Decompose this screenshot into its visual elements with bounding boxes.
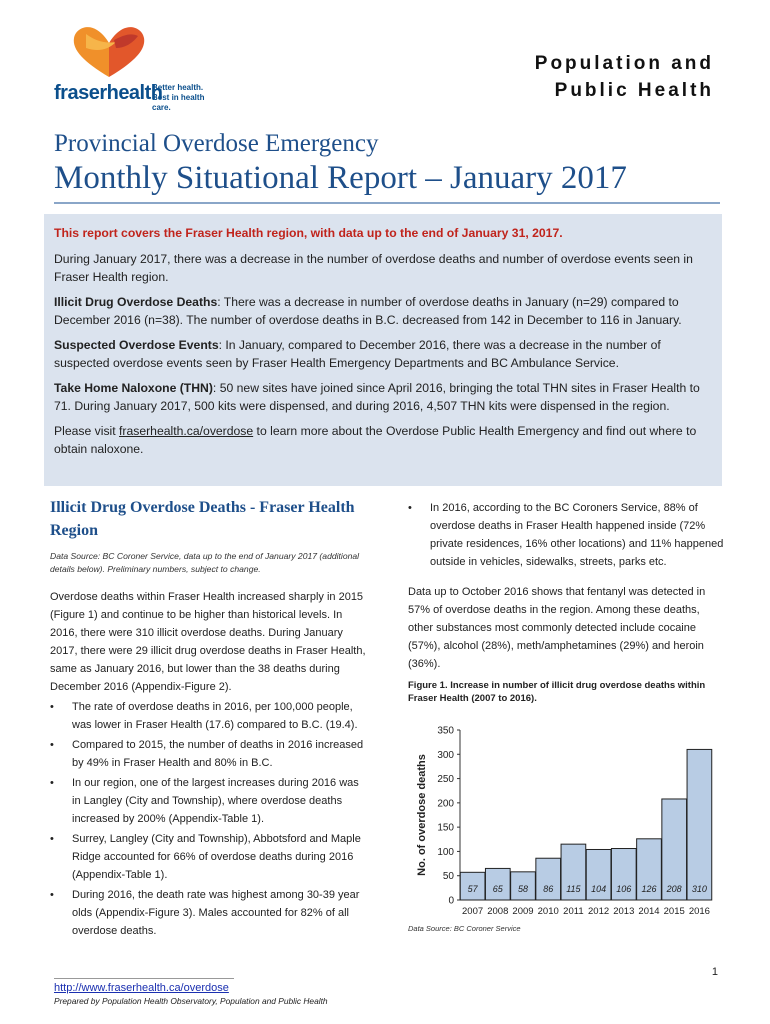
footer-divider [54,978,234,979]
overdose-link[interactable]: fraserhealth.ca/overdose [119,423,254,438]
summary-paragraph: During January 2017, there was a decrease in the number of overdose deaths and number of overdose events seen in Fraser Health region. [54,251,693,284]
y-tick-label: 200 [437,798,454,810]
summary-box [44,214,722,486]
data-label: 106 [616,884,632,894]
report-title: Monthly Situational Report – January 2017 [54,160,627,196]
data-label: 310 [691,884,707,894]
x-tick-label: 2007 [462,906,484,917]
data-label: 115 [566,884,581,894]
bullet-icon: • [50,739,54,751]
logo-wordmark: fraserhealth [54,82,163,104]
bar [687,749,712,900]
x-tick-label: 2012 [588,906,610,917]
section-title: Illicit Drug Overdose Deaths - Fraser Health Region [50,499,355,539]
department-heading: Population and Public Health [534,53,714,101]
deaths-bar-chart [408,720,726,940]
x-tick-label: 2016 [688,906,710,917]
summary-lead: This report covers the Fraser Health region, with data up to the end of January 31, 2017. [54,226,563,240]
location-list [408,499,726,571]
data-label: 57 [467,884,478,894]
x-tick-label: 2011 [563,906,584,917]
list-item: • In our region, one of the largest increases during 2016 was in Langley (City and Township), where overdose deaths increased by 200% (Appendix-Table 1). [50,774,368,828]
bullet-icon: • [50,777,54,789]
right-column [408,497,726,705]
data-label: 104 [591,884,607,894]
data-label: 65 [492,884,503,894]
chart-svg [408,720,726,940]
data-label: 58 [517,884,529,894]
x-tick-label: 2014 [638,906,660,917]
y-tick-label: 300 [437,749,454,761]
intro-paragraph: Overdose deaths within Fraser Health increased sharply in 2015 (Figure 1) and continue to be higher than historical levels. In 2016, there were 310 illicit overdose deaths. During January 2017, there were 29 illicit drug overdose deaths in Fraser Health, same as January 2016, but lower than the 38 deaths during December 2016 (Appendix-Figure 2). [50,591,366,693]
bullet-icon: • [50,833,54,845]
footer-link[interactable]: http://www.fraserhealth.ca/overdose [54,982,229,994]
substances-paragraph: Data up to October 2016 shows that fentanyl was detected in 57% of overdose deaths in the region. Among these deaths, other substances most commonly detected include cocaine (57%), alcohol (28%), meth/amphetamines (29%) and heroin (36%). [408,586,706,670]
y-tick-label: 0 [448,895,454,907]
y-tick-label: 350 [437,725,454,737]
summary-naloxone: Take Home Naloxone (THN): 50 new sites have joined since April 2016, bringing the total THN sites in Fraser Health to 71. During January 2017, 500 kits were dispensed, and during 2016, 4,507 THN kits were dispensed in the region. [54,380,700,413]
list-item: • In 2016, according to the BC Coroners Service, 88% of overdose deaths in Fraser Health happened inside (72% private residences, 16% other locations) and 11% happened outside in vehicles, sidewalks, streets, parks etc. [408,499,726,571]
figure-title: Figure 1. Increase in number of illicit drug overdose deaths within Fraser Health (2007 to 2016). [408,680,706,704]
x-tick-label: 2013 [613,906,635,917]
x-tick-label: 2010 [537,906,559,917]
data-source-note: Data Source: BC Coroner Service, data up to the end of January 2017 (additional details below). Preliminary numbers, subject to change. [50,551,360,574]
summary-visit: Please visit fraserhealth.ca/overdose to learn more about the Overdose Public Health Emergency and find out where to obtain naloxone. [54,423,697,456]
page-number: 1 [711,966,718,978]
y-tick-label: 50 [442,871,454,883]
chart-source-note: Data Source: BC Coroner Service [408,924,521,933]
fraser-health-logo [52,22,212,112]
list-item: • During 2016, the death rate was highest among 30-39 year olds (Appendix-Figure 3). Males accounted for 82% of all overdose deaths. [50,886,368,940]
left-column [50,496,368,942]
x-tick-label: 2015 [663,906,685,917]
findings-list [50,698,368,940]
report-subtitle: Provincial Overdose Emergency [54,130,379,157]
summary-events: Suspected Overdose Events: In January, compared to December 2016, there was a decrease in the number of suspected overdose events seen by Fraser Health Emergency Departments and BC Ambulance Service. [54,337,661,370]
y-tick-label: 150 [437,822,454,834]
y-axis-title: No. of overdose deaths [416,754,428,876]
bullet-icon: • [408,502,412,514]
data-label: 126 [641,884,657,894]
logo-tagline: Better health. Best in health care. [152,83,205,112]
list-item: • Surrey, Langley (City and Township), Abbotsford and Maple Ridge accounted for 66% of overdose deaths during 2016 (Appendix-Table 1). [50,830,368,884]
data-label: 86 [543,884,554,894]
prepared-by-note: Prepared by Population Health Observatory, Population and Public Health [54,996,328,1006]
list-item: • Compared to 2015, the number of deaths in 2016 increased by 49% in Fraser Health and 80% in B.C. [50,736,368,772]
heart-logo-icon [64,22,154,82]
x-tick-label: 2008 [487,906,509,917]
bullet-icon: • [50,889,54,901]
bullet-icon: • [50,701,54,713]
data-label: 208 [666,884,682,894]
summary-deaths: Illicit Drug Overdose Deaths: There was a decrease in number of overdose deaths in January (n=29) compared to December 2016 (n=38). The number of overdose deaths in B.C. decreased from 142 in December to 116 in January. [54,294,682,327]
y-tick-label: 250 [437,774,454,786]
list-item: • The rate of overdose deaths in 2016, per 100,000 people, was lower in Fraser Health (17.6) compared to B.C. (19.4). [50,698,368,734]
x-tick-label: 2009 [512,906,534,917]
title-divider [54,202,720,204]
y-tick-label: 100 [437,846,454,858]
